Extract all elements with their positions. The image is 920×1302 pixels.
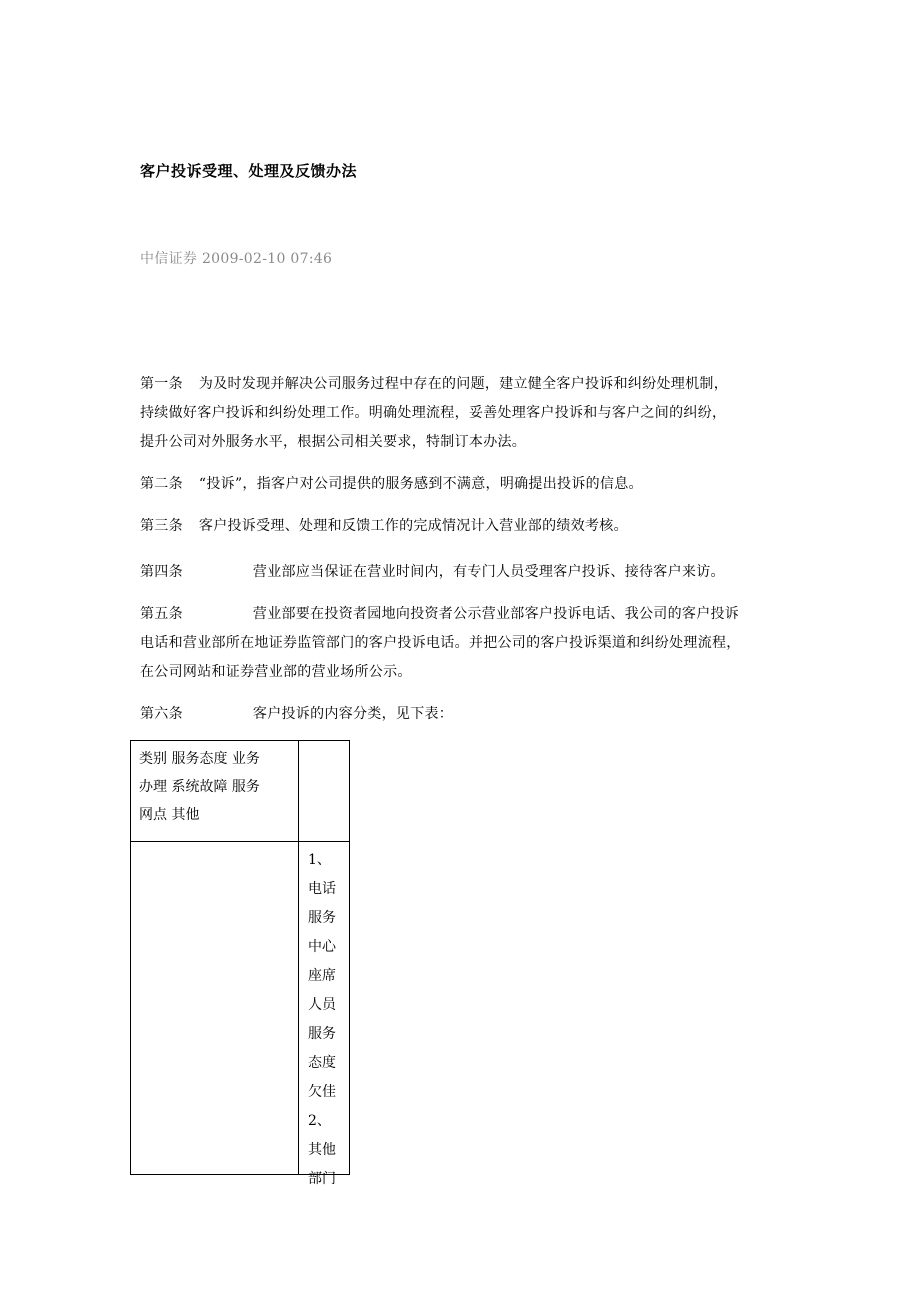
- source-line: 中信证券 2009-02-10 07:46: [140, 251, 333, 267]
- table-row: [131, 842, 349, 1187]
- article-text: 提升公司对外服务水平，根据公司相关要求，特制订本办法。: [140, 434, 527, 450]
- cell-line: 部门: [308, 1171, 336, 1187]
- cell-line: 1、: [308, 852, 331, 868]
- article-text: 在公司网站和证券营业部的营业场所公示。: [140, 664, 412, 680]
- article-text: 客户投诉的内容分类，见下表：: [252, 706, 454, 722]
- cell-line: 态度: [308, 1055, 336, 1071]
- cell-line: 人员: [308, 997, 336, 1013]
- cell-line: 2、: [308, 1113, 331, 1129]
- cell-line: 办理 系统故障 服务: [139, 779, 260, 795]
- table-cell-empty: [299, 741, 349, 841]
- article-text: “投诉”，指客户对公司提供的服务感到不满意，明确提出投诉的信息。: [198, 476, 643, 492]
- article-label: 第一条: [140, 376, 183, 392]
- cell-line: 服务: [308, 910, 336, 926]
- article-label: 第二条: [140, 476, 183, 492]
- article-6: [140, 700, 800, 729]
- article-text: 持续做好客户投诉和纠纷处理工作。明确处理流程，妥善处理客户投诉和与客户之间的纠纷，: [140, 405, 727, 421]
- article-text: 为及时发现并解决公司服务过程中存在的问题，建立健全客户投诉和纠纷处理机制，: [198, 376, 729, 392]
- table-row: [131, 741, 349, 842]
- article-4: [140, 558, 800, 587]
- article-2: [140, 470, 800, 499]
- cell-line: 欠佳: [308, 1084, 336, 1100]
- cell-line: 服务: [308, 1026, 336, 1042]
- article-text: 客户投诉受理、处理和反馈工作的完成情况计入营业部的绩效考核。: [198, 518, 628, 534]
- article-1: [140, 370, 800, 457]
- article-3: [140, 512, 800, 541]
- cell-line: 座席: [308, 968, 336, 984]
- cell-line: 类别 服务态度 业务: [139, 751, 260, 767]
- cell-line: 电话: [308, 881, 336, 897]
- cell-line: 中心: [308, 939, 336, 955]
- article-label: 第六条: [140, 706, 183, 722]
- article-text: 营业部应当保证在营业时间内，有专门人员受理客户投诉、接待客户来访。: [252, 564, 725, 580]
- article-5: [140, 600, 800, 687]
- article-label: 第三条: [140, 518, 183, 534]
- article-label: 第四条: [140, 564, 183, 580]
- cell-line: 网点 其他: [139, 807, 200, 823]
- table-cell-categories: [131, 741, 299, 841]
- table-cell-description: [299, 842, 349, 1187]
- complaint-category-table: [130, 740, 350, 1187]
- article-label: 第五条: [140, 606, 183, 622]
- cell-line: 其他: [308, 1142, 336, 1158]
- article-text: 营业部要在投资者园地向投资者公示营业部客户投诉电话、我公司的客户投诉: [252, 606, 740, 622]
- table-cell-empty: [131, 842, 299, 1174]
- article-text: 电话和营业部所在地证券监管部门的客户投诉电话。并把公司的客户投诉渠道和纠纷处理流程，: [140, 635, 741, 651]
- document-title: 客户投诉受理、处理及反馈办法: [140, 162, 358, 180]
